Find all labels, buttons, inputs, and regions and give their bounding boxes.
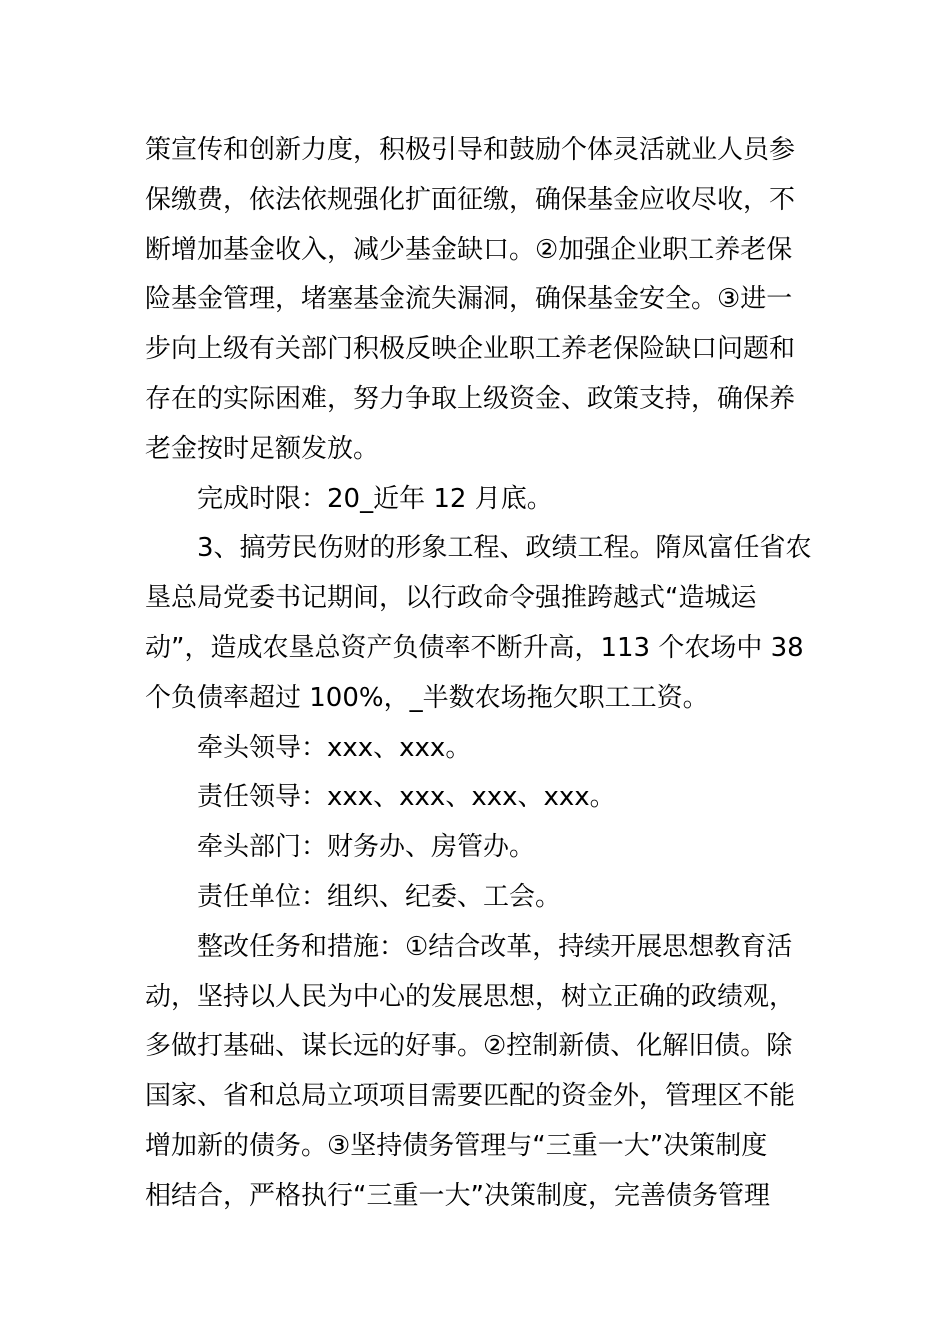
- text-line: 保缴费，依法依规强化扩面征缴，确保基金应收尽收，不: [145, 184, 796, 215]
- text-line: 断增加基金收入，减少基金缺口。②加强企业职工养老保: [145, 234, 793, 265]
- responsible-unit-line: 责任单位：组织、纪委、工会。: [197, 881, 562, 912]
- text-line: 个负债率超过 100%，_半数农场拖欠职工工资。: [145, 682, 709, 713]
- text-line: 老金按时足额发放。: [145, 433, 380, 464]
- responsible-leader-line: 责任领导：xxx、xxx、xxx、xxx。: [197, 782, 616, 813]
- text-line: 垦总局党委书记期间，以行政命令强推跨越式“造城运: [145, 583, 757, 614]
- text-line: 多做打基础、谋长远的好事。②控制新债、化解旧债。除: [145, 1031, 793, 1062]
- text-line: 动，坚持以人民为中心的发展思想，树立正确的政绩观，: [145, 981, 796, 1012]
- text-line: 增加新的债务。③坚持债务管理与“三重一大”决策制度: [145, 1130, 768, 1161]
- lead-leader-line: 牵头领导：xxx、xxx。: [197, 732, 472, 763]
- deadline-line: 完成时限：20_近年 12 月底。: [197, 483, 553, 514]
- text-line: 策宣传和创新力度，积极引导和鼓励个体灵活就业人员参: [145, 135, 796, 165]
- rectification-measures-line: 整改任务和措施：①结合改革，持续开展思想教育活: [197, 931, 793, 962]
- text-line: 相结合，严格执行“三重一大”决策制度，完善债务管理: [145, 1180, 770, 1211]
- issue-heading-line: 3、搞劳民伤财的形象工程、政绩工程。隋凤富任省农: [197, 533, 812, 564]
- text-line: 险基金管理，堵塞基金流失漏洞，确保基金安全。③进一: [145, 284, 793, 315]
- text-line: 动”，造成农垦总资产负债率不断升高，113 个农场中 38: [145, 632, 804, 663]
- text-line: 国家、省和总局立项项目需要匹配的资金外，管理区不能: [145, 1081, 796, 1112]
- lead-department-line: 牵头部门：财务办、房管办。: [197, 832, 536, 863]
- text-line: 步向上级有关部门积极反映企业职工养老保险缺口问题和: [145, 334, 796, 365]
- text-line: 存在的实际困难，努力争取上级资金、政策支持，确保养: [145, 383, 796, 414]
- document-body: [145, 126, 815, 1222]
